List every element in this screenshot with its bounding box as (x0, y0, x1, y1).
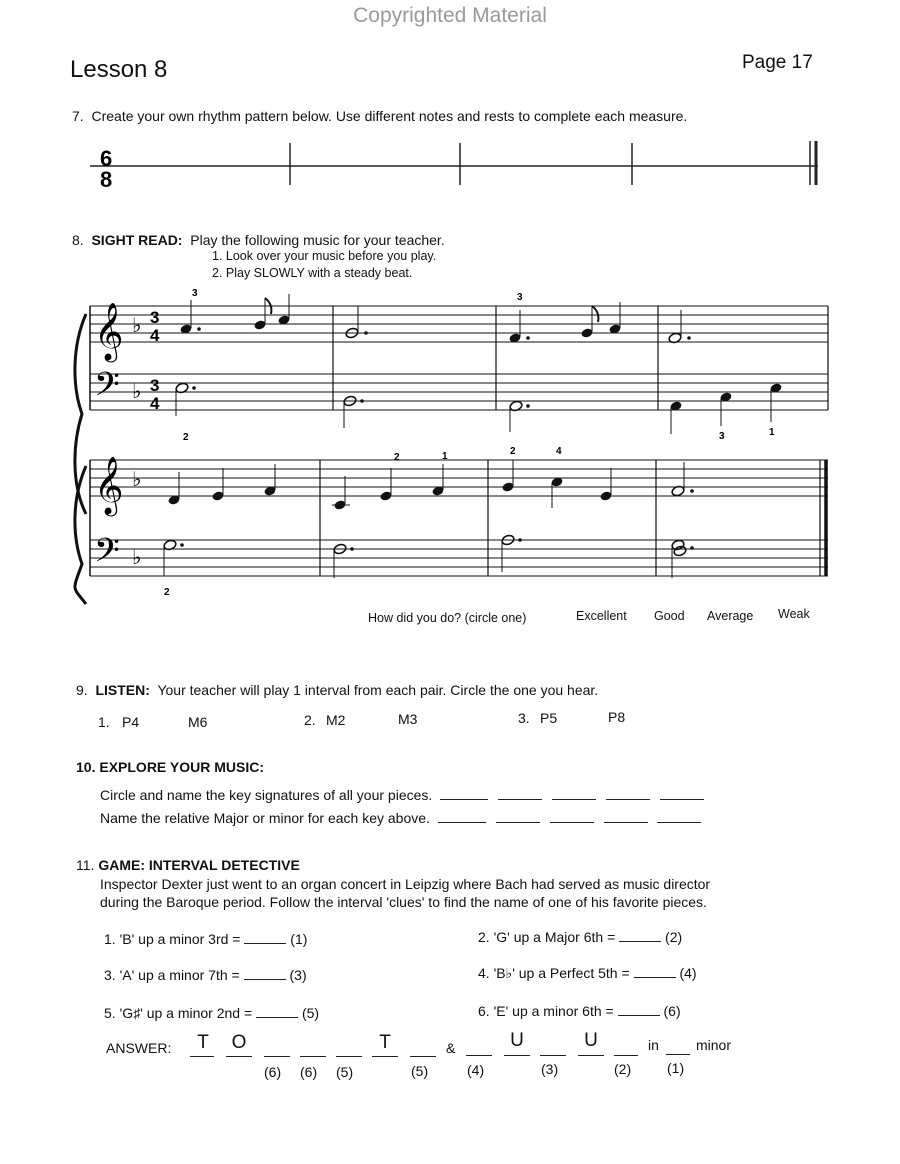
flat-icon: ♭ (132, 469, 142, 491)
interval-choice[interactable]: M3 (398, 711, 418, 727)
q11-number: 11. (76, 857, 95, 873)
interval-choice[interactable]: M2 (326, 712, 346, 728)
q11-label: GAME: INTERVAL DETECTIVE (98, 857, 300, 873)
interval-pair-2-number: 2. (304, 712, 316, 728)
bass-staff (90, 540, 828, 576)
q7-number: 7. (72, 108, 84, 124)
time-signature-top: 3 (150, 308, 160, 327)
flat-icon: ♭ (132, 381, 142, 403)
self-rating-prompt: How did you do? (circle one) (368, 611, 527, 625)
answer-blank[interactable] (552, 787, 596, 800)
answer-blank[interactable] (498, 787, 542, 800)
answer-blank[interactable] (540, 1055, 566, 1056)
fingering: 2 (164, 587, 170, 598)
q8-step-1: 1. Look over your music before you play. (212, 249, 437, 263)
note (343, 395, 364, 428)
note (179, 300, 200, 335)
page-number: Page 17 (742, 52, 813, 73)
answer-label: ANSWER: (106, 1040, 172, 1056)
answer-ampersand: & (446, 1040, 456, 1056)
interval-choice[interactable]: M6 (188, 714, 208, 730)
q9-text: Your teacher will play 1 interval from each pair. Circle the one you hear. (157, 682, 599, 698)
rating-option-good[interactable]: Good (654, 609, 685, 623)
answer-blank[interactable] (606, 787, 650, 800)
fingering: 3 (517, 292, 523, 303)
rhythm-staff (90, 135, 830, 195)
note (671, 539, 694, 578)
time-signature-bottom: 4 (150, 326, 160, 345)
clue-number: 5. (104, 1005, 116, 1021)
treble-staff (90, 460, 828, 496)
clue-text: 'A' up a minor 7th = (119, 967, 240, 983)
note (509, 400, 530, 432)
answer-in-word: in (648, 1037, 659, 1053)
q11-heading (76, 857, 300, 873)
note (599, 468, 612, 502)
q10-line-2-text: Name the relative Major or minor for each key above. (100, 810, 430, 826)
q7-text: Create your own rhythm pattern below. Use different notes and rests to complete each measure. (91, 108, 688, 124)
note (669, 400, 682, 434)
q8-prompt (72, 232, 445, 248)
copyright-watermark: Copyrighted Material (353, 4, 547, 27)
note (580, 306, 598, 339)
treble-clef-icon: 𝄞 (94, 303, 124, 359)
answer-blank[interactable] (256, 1005, 298, 1018)
interval-choice[interactable]: P8 (608, 709, 626, 725)
note (671, 462, 694, 497)
answer-blank[interactable] (244, 931, 286, 944)
clue-text: 'G' up a Major 6th = (493, 929, 616, 945)
answer-blank[interactable] (657, 810, 701, 823)
answer-blank[interactable] (226, 1056, 252, 1057)
answer-blank[interactable] (466, 1055, 492, 1056)
q10-heading (76, 759, 264, 775)
q10-line-1-text: Circle and name the key signatures of all your pieces. (100, 787, 433, 803)
note (769, 382, 782, 422)
answer-tag: (6) (300, 1064, 318, 1080)
clue-tag: (4) (679, 965, 697, 981)
clue-number: 4. (478, 965, 490, 981)
q7-prompt (72, 108, 687, 124)
system-1 (75, 288, 828, 514)
answer-blank[interactable] (634, 965, 676, 978)
note (379, 468, 392, 502)
fingering: 2 (394, 452, 400, 463)
clue-5 (104, 1005, 319, 1021)
answer-letter: U (510, 1030, 524, 1051)
interval-choice[interactable]: P4 (122, 714, 140, 730)
fingering: 3 (192, 288, 198, 299)
answer-blank[interactable] (190, 1056, 214, 1057)
answer-tag: (5) (336, 1064, 354, 1080)
answer-blank[interactable] (372, 1056, 398, 1057)
q8-step-2: 2. Play SLOWLY with a steady beat. (212, 266, 413, 280)
time-signature-bottom: 8 (100, 167, 113, 192)
treble-clef-icon: 𝄞 (94, 457, 124, 513)
interval-choice[interactable]: P5 (540, 710, 558, 726)
note (501, 460, 514, 493)
bass-staff (90, 374, 828, 410)
rating-option-weak[interactable]: Weak (778, 607, 810, 621)
answer-blank[interactable] (660, 787, 704, 800)
clue-tag: (1) (290, 931, 308, 947)
clue-number: 1. (104, 931, 116, 947)
answer-blank[interactable] (550, 810, 594, 823)
clue-6 (478, 1003, 681, 1019)
answer-tag: (6) (264, 1064, 282, 1080)
time-signature-top: 3 (150, 376, 160, 395)
q9-prompt (76, 682, 598, 698)
answer-tag: (1) (667, 1060, 685, 1076)
note (608, 302, 621, 335)
answer-letter: T (379, 1032, 391, 1053)
treble-staff (90, 306, 828, 342)
rating-option-excellent[interactable]: Excellent (576, 609, 627, 623)
clue-text: 'G♯' up a minor 2nd = (119, 1005, 253, 1021)
clue-number: 2. (478, 929, 490, 945)
clue-text: 'B' up a minor 3rd = (119, 931, 241, 947)
note (211, 468, 224, 502)
note (175, 382, 196, 416)
answer-blank[interactable] (300, 1056, 326, 1057)
time-signature-top: 6 (100, 146, 113, 171)
system-2 (75, 446, 828, 604)
lesson-title: Lesson 8 (70, 56, 168, 83)
flat-icon: ♭ (132, 315, 142, 337)
q11-intro-line-1: Inspector Dexter just went to an organ concert in Leipzig where Bach had served as music director (100, 876, 711, 892)
answer-blank[interactable] (410, 1056, 436, 1057)
fingering: 3 (719, 431, 725, 442)
clue-1 (104, 931, 307, 947)
clue-tag: (2) (665, 929, 683, 945)
clue-text: 'B♭' up a Perfect 5th = (493, 965, 630, 981)
bass-clef-icon: 𝄢 (94, 367, 120, 411)
answer-blank[interactable] (496, 810, 540, 823)
fingering: 2 (510, 446, 516, 457)
answer-blank[interactable] (614, 1055, 638, 1056)
q8-text: Play the following music for your teacher. (190, 232, 445, 248)
answer-blank[interactable] (244, 967, 286, 980)
answer-blank[interactable] (336, 1056, 362, 1057)
answer-blank[interactable] (604, 810, 648, 823)
answer-blank[interactable] (578, 1055, 604, 1056)
q10-label: EXPLORE YOUR MUSIC: (99, 759, 265, 775)
clue-number: 6. (478, 1003, 490, 1019)
q10-line-2 (100, 810, 701, 826)
q10-number: 10. (76, 759, 96, 775)
answer-letter: U (584, 1030, 598, 1051)
note (167, 472, 180, 506)
rating-option-average[interactable]: Average (707, 609, 754, 623)
clue-tag: (3) (289, 967, 307, 983)
note (550, 476, 563, 508)
answer-letter: T (197, 1032, 209, 1053)
answer-minor-word: minor (696, 1037, 732, 1053)
q9-label: LISTEN: (95, 682, 150, 698)
clue-tag: (5) (301, 1005, 320, 1021)
fingering: 1 (442, 451, 448, 462)
note (332, 476, 350, 511)
note (333, 543, 354, 578)
note (277, 294, 290, 326)
note (345, 306, 368, 339)
answer-blank[interactable] (438, 810, 486, 823)
clue-4 (478, 965, 697, 982)
fingering: 2 (183, 432, 189, 443)
clue-number: 3. (104, 967, 116, 983)
flat-icon: ♭ (132, 547, 142, 569)
clue-3 (104, 967, 307, 983)
note (719, 391, 732, 426)
answer-tag: (3) (541, 1061, 559, 1077)
fingering: 4 (556, 446, 562, 457)
q8-number: 8. (72, 232, 84, 248)
answer-blank[interactable] (504, 1055, 530, 1056)
note (253, 298, 271, 331)
clue-text: 'E' up a minor 6th = (493, 1003, 614, 1019)
q9-number: 9. (76, 682, 88, 698)
answer-tag: (2) (614, 1061, 632, 1077)
clue-tag: (6) (663, 1003, 681, 1019)
answer-letter: O (231, 1032, 247, 1053)
q8-label: SIGHT READ: (91, 232, 183, 248)
bass-clef-icon: 𝄢 (94, 533, 120, 577)
interval-pair-1-number: 1. (98, 714, 110, 730)
q10-line-1 (100, 787, 704, 803)
fingering: 1 (769, 427, 775, 438)
interval-pair-3-number: 3. (518, 710, 530, 726)
answer-blank[interactable] (666, 1054, 690, 1055)
answer-blank[interactable] (440, 787, 488, 800)
q11-intro-line-2: during the Baroque period. Follow the interval 'clues' to find the name of one of his favorite pieces. (100, 894, 707, 910)
answer-blank[interactable] (618, 1003, 660, 1016)
time-signature-bottom: 4 (150, 394, 160, 413)
answer-blank[interactable] (619, 929, 661, 942)
clue-2 (478, 929, 682, 945)
sight-reading-score (68, 286, 838, 606)
answer-tag: (4) (467, 1062, 485, 1078)
answer-blank[interactable] (264, 1056, 290, 1057)
answer-tag: (5) (411, 1063, 429, 1079)
